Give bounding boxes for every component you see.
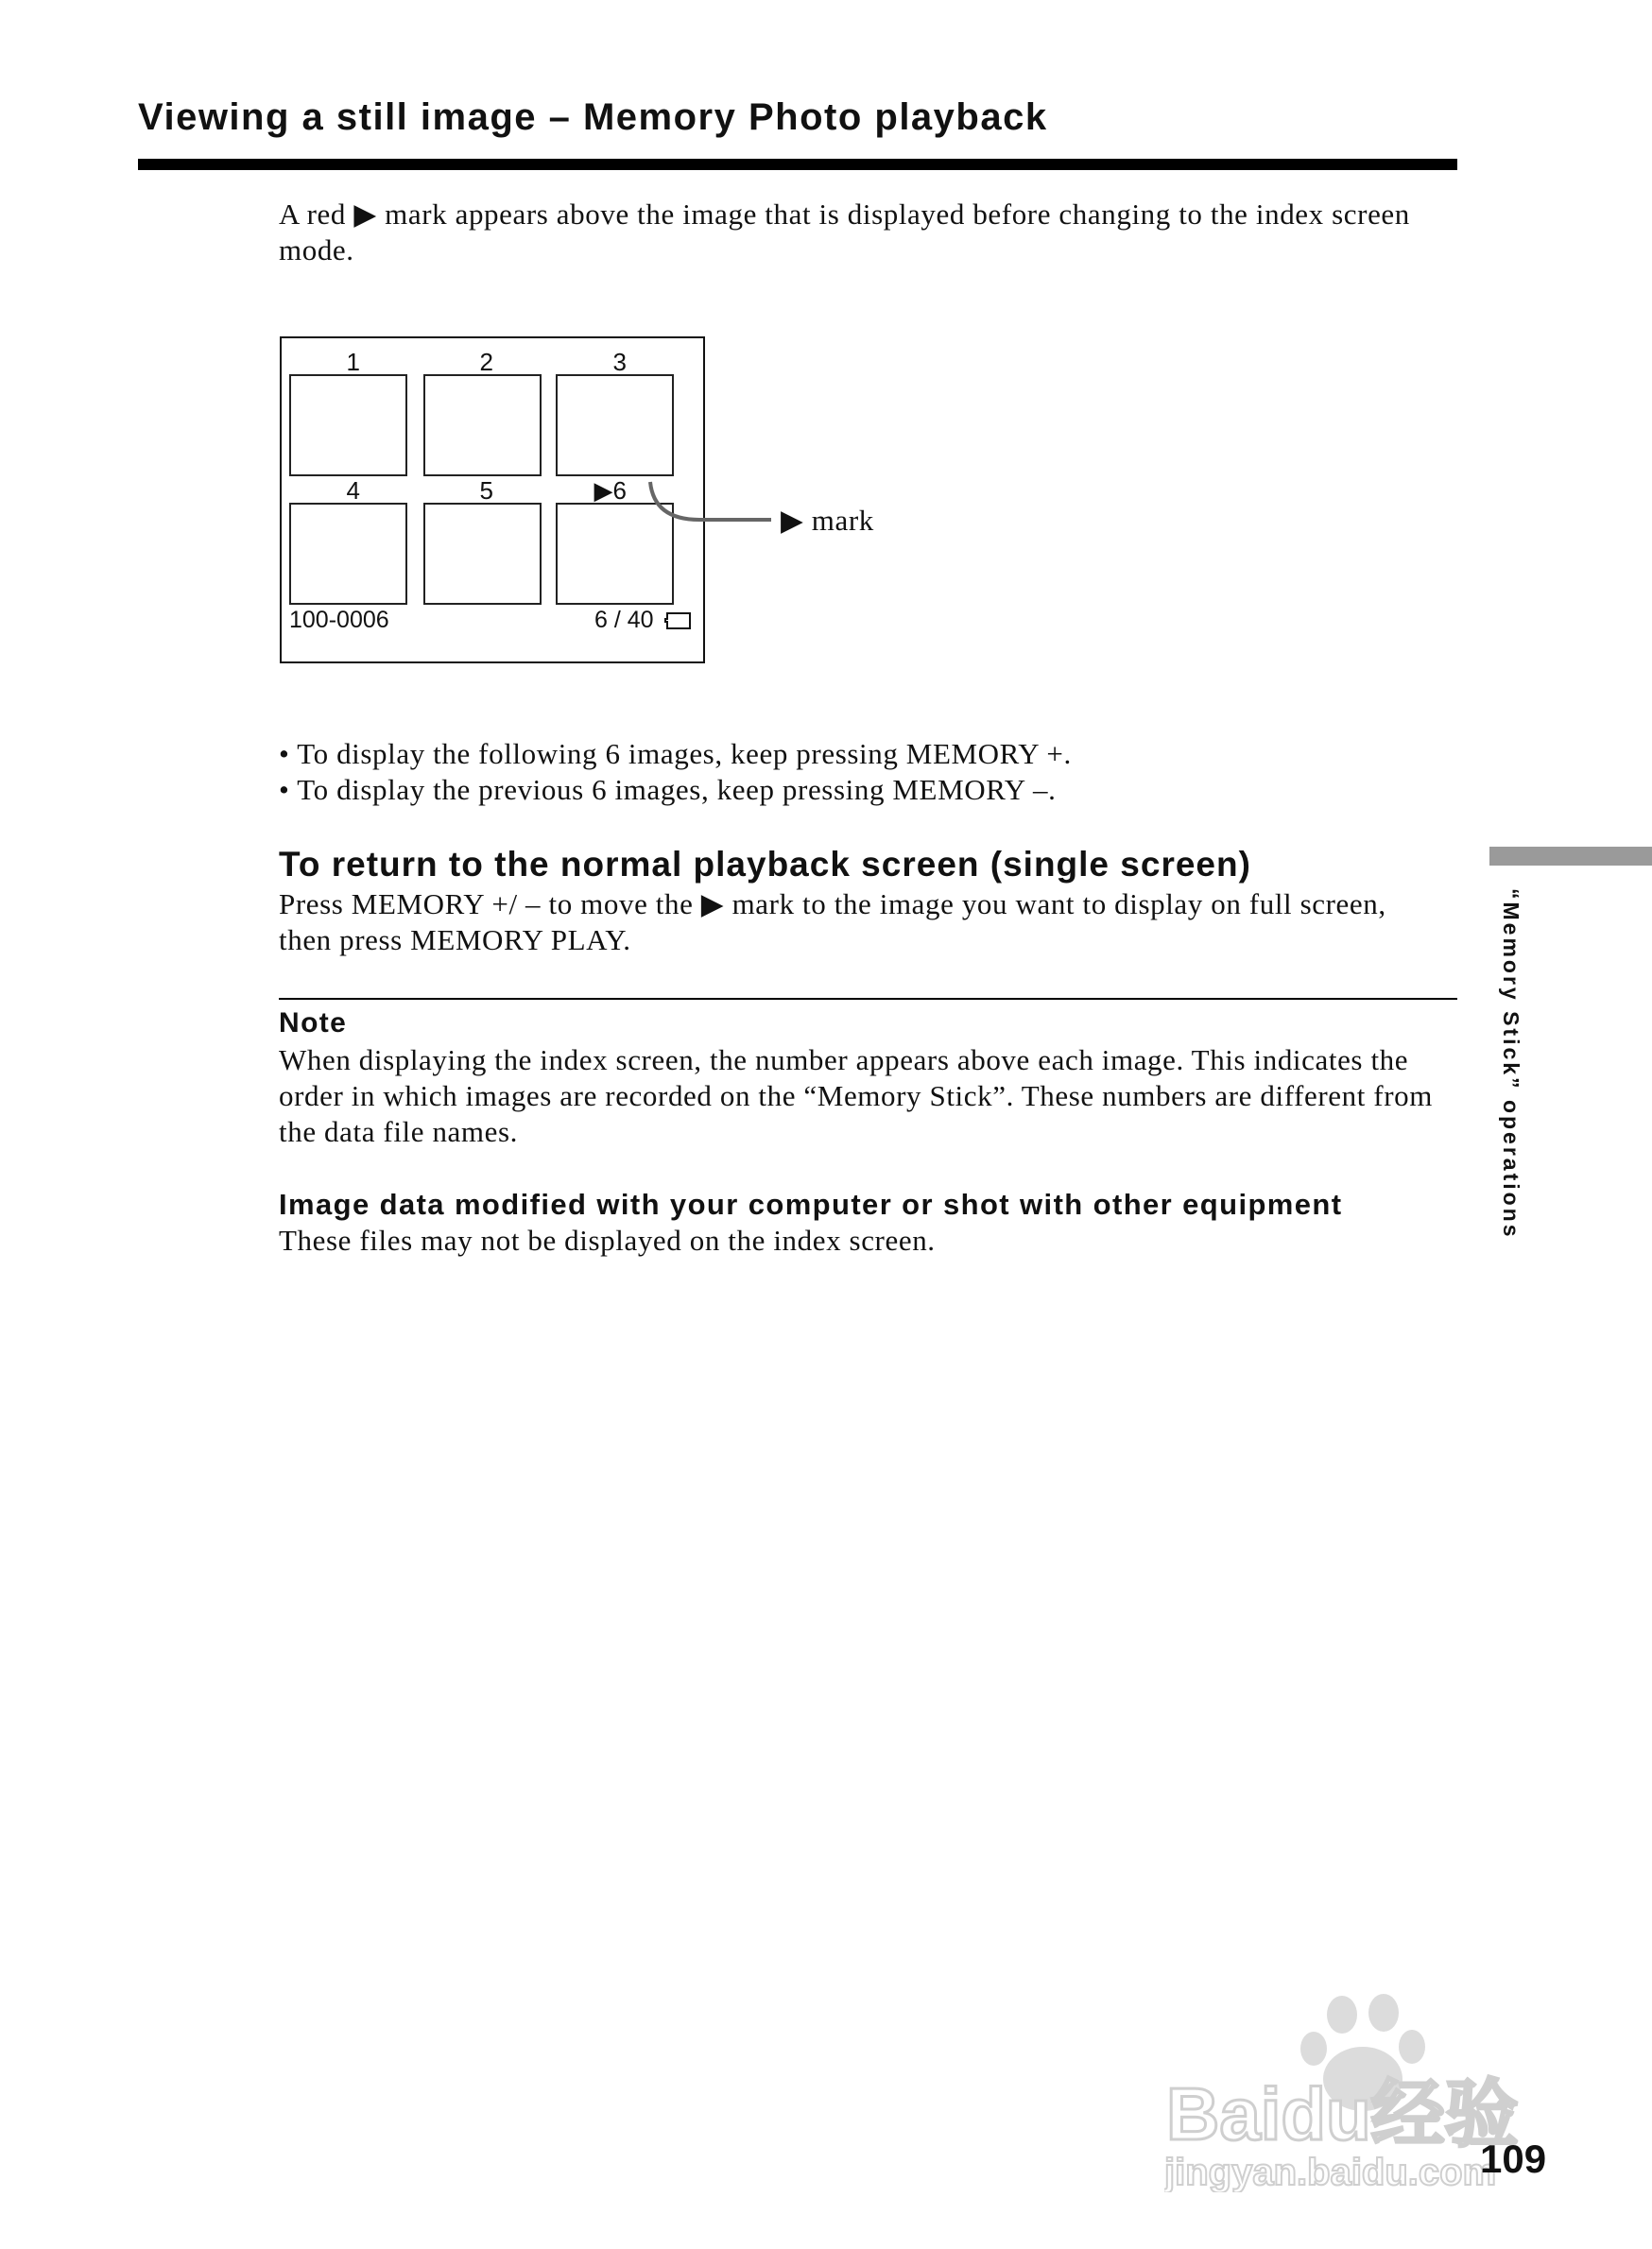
title-rule bbox=[138, 159, 1457, 170]
intro-paragraph: A red ▶ mark appears above the image that is displayed before changing to the index screen mode. bbox=[279, 197, 1410, 266]
thumbnail-number-1: 1 bbox=[346, 348, 360, 376]
section-tab-bar bbox=[1489, 847, 1652, 866]
section-heading: To return to the normal playback screen (single screen) bbox=[279, 845, 1251, 884]
thumbnail-3 bbox=[556, 374, 674, 476]
section-tab-label: “Memory Stick” operations bbox=[1499, 888, 1523, 1240]
image-count: 6 / 40 bbox=[594, 607, 654, 633]
thumbnail-1 bbox=[289, 374, 407, 476]
page-number: 109 bbox=[1480, 2137, 1547, 2181]
thumbnail-4 bbox=[289, 503, 407, 605]
thumbnail-number-3: 3 bbox=[612, 348, 627, 376]
thumbnail-number-6-marked: ▶6 bbox=[594, 476, 627, 505]
note-rule bbox=[279, 998, 1457, 1000]
index-screen bbox=[280, 336, 705, 663]
watermark-url: jingyan.baidu.com bbox=[1164, 2152, 1497, 2192]
thumbnail-2 bbox=[423, 374, 542, 476]
callout-leader-line bbox=[643, 472, 775, 529]
bullet-previous-images: • To display the previous 6 images, keep pressing MEMORY –. bbox=[279, 773, 1057, 806]
memory-stick-icon bbox=[664, 610, 693, 631]
note-subbody: These files may not be displayed on the index screen. bbox=[279, 1224, 936, 1257]
bullet-next-images: • To display the following 6 images, keep pressing MEMORY +. bbox=[279, 737, 1072, 770]
index-screen-figure bbox=[280, 336, 705, 663]
watermark-text: Baidu经验 bbox=[1166, 2072, 1519, 2155]
note-subheading: Image data modified with your computer or shot with other equipment bbox=[279, 1188, 1343, 1221]
thumbnail-5 bbox=[423, 503, 542, 605]
file-number: 100-0006 bbox=[289, 607, 389, 633]
note-heading: Note bbox=[279, 1007, 348, 1039]
callout-label: ▶ mark bbox=[781, 504, 874, 537]
thumbnail-number-4: 4 bbox=[346, 476, 360, 505]
page-title: Viewing a still image – Memory Photo playback bbox=[138, 96, 1048, 138]
section-body: Press MEMORY +/ – to move the ▶ mark to the image you want to display on full screen, then press MEMORY PLAY. bbox=[279, 887, 1386, 956]
thumbnail-number-5: 5 bbox=[479, 476, 493, 505]
note-body: When displaying the index screen, the number appears above each image. This indicates the order in which images are recorded on the “Memory Stick”. These numbers are different from the data file names. bbox=[279, 1043, 1433, 1148]
thumbnail-number-2: 2 bbox=[479, 348, 493, 376]
